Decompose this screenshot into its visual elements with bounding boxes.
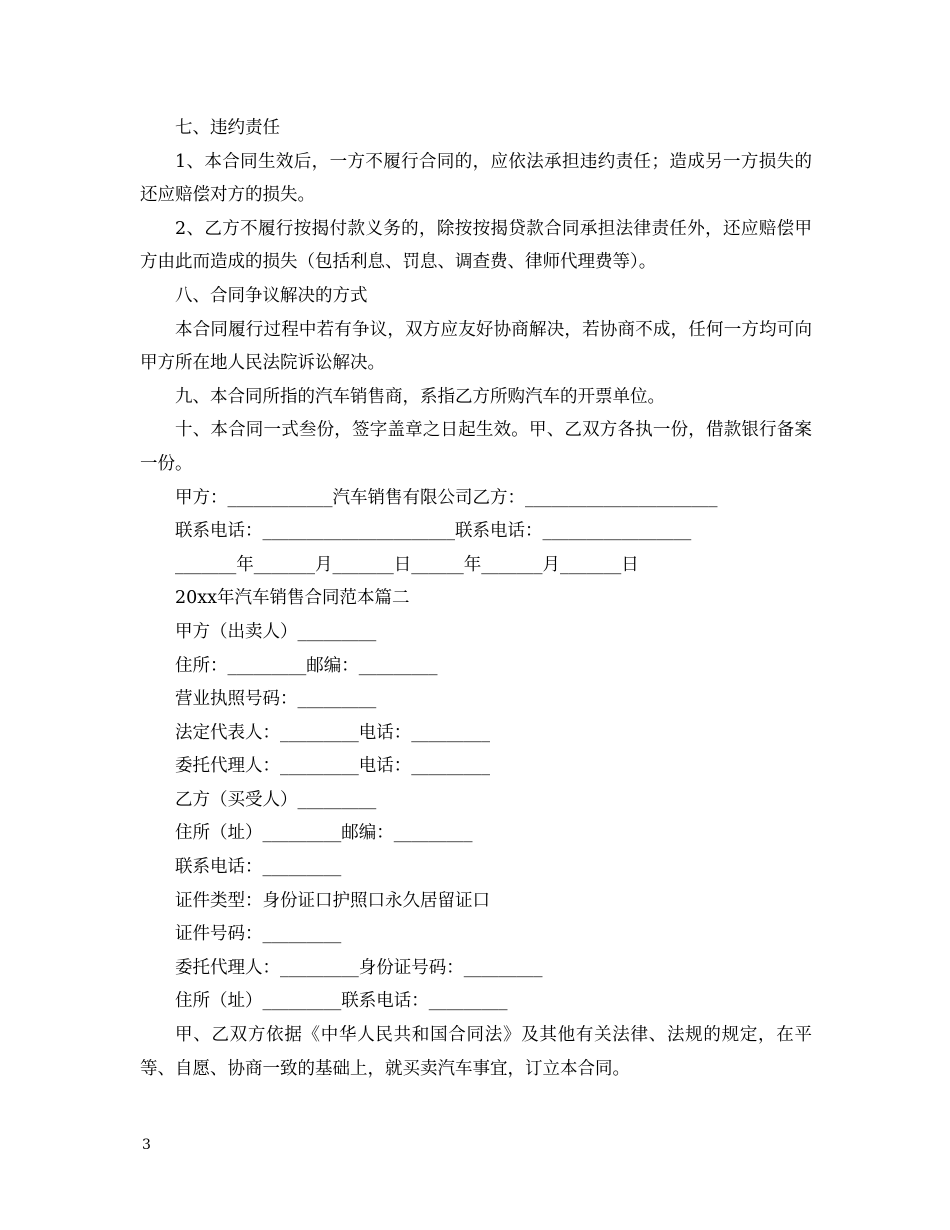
document-body bbox=[140, 112, 812, 1086]
section-heading-breach-liability: 七、违约责任 bbox=[175, 118, 280, 138]
signature-line-phone: 联系电话：______________________联系电话：_________________ bbox=[175, 521, 692, 542]
form-field-line: 住所（址）_________邮编：_________ bbox=[175, 823, 473, 844]
form-field-line: 住所（址）_________联系电话：_________ bbox=[175, 991, 508, 1012]
clause-paragraph: 1、本合同生效后，一方不履行合同的，应依法承担违约责任；造成另一方损失的还应赔偿对方的损失。 bbox=[140, 151, 812, 206]
clause-paragraph: 2、乙方不履行按揭付款义务的，除按按揭贷款合同承担法律责任外，还应赔偿甲方由此而造成的损失（包括利息、罚息、调查费、律师代理费等）。 bbox=[140, 218, 812, 273]
signature-line-parties: 甲方：____________汽车销售有限公司乙方：______________________ bbox=[175, 487, 718, 508]
form-field-line: 法定代表人：_________电话：_________ bbox=[175, 722, 490, 743]
form-field-line: 委托代理人：_________身份证号码：_________ bbox=[175, 957, 543, 978]
form-field-line: 证件号码：_________ bbox=[175, 924, 342, 945]
form-field-line: 甲方（出卖人）_________ bbox=[175, 621, 377, 642]
form-field-line: 委托代理人：_________电话：_________ bbox=[175, 756, 490, 777]
clause-paragraph: 本合同履行过程中若有争议，双方应友好协商解决，若协商不成，任何一方均可向甲方所在地人民法院诉讼解决。 bbox=[140, 319, 812, 374]
signature-line-date: _______年_______月_______日______年_______月_______日 bbox=[175, 554, 639, 575]
form-field-line: 营业执照号码：_________ bbox=[175, 689, 377, 710]
document-subtitle: 20xx年汽车销售合同范本篇二 bbox=[175, 588, 410, 609]
form-field-line: 联系电话：_________ bbox=[175, 857, 342, 878]
clause-paragraph: 甲、乙双方依据《中华人民共和国合同法》及其他有关法律、法规的规定，在平等、自愿、协商一致的基础上，就买卖汽车事宜，订立本合同。 bbox=[140, 1025, 812, 1079]
form-field-line: 证件类型：身份证口护照口永久居留证口 bbox=[175, 890, 490, 911]
clause-paragraph: 十、本合同一式叁份，签字盖章之日起生效。甲、乙双方各执一份，借款银行备案一份。 bbox=[140, 420, 812, 474]
page-number: 3 bbox=[142, 1137, 151, 1153]
clause-paragraph: 九、本合同所指的汽车销售商，系指乙方所购汽车的开票单位。 bbox=[175, 386, 665, 407]
form-field-line: 住所：_________邮编：_________ bbox=[175, 655, 438, 676]
section-heading-dispute-resolution: 八、合同争议解决的方式 bbox=[175, 285, 368, 306]
form-field-line: 乙方（买受人）_________ bbox=[175, 789, 377, 810]
